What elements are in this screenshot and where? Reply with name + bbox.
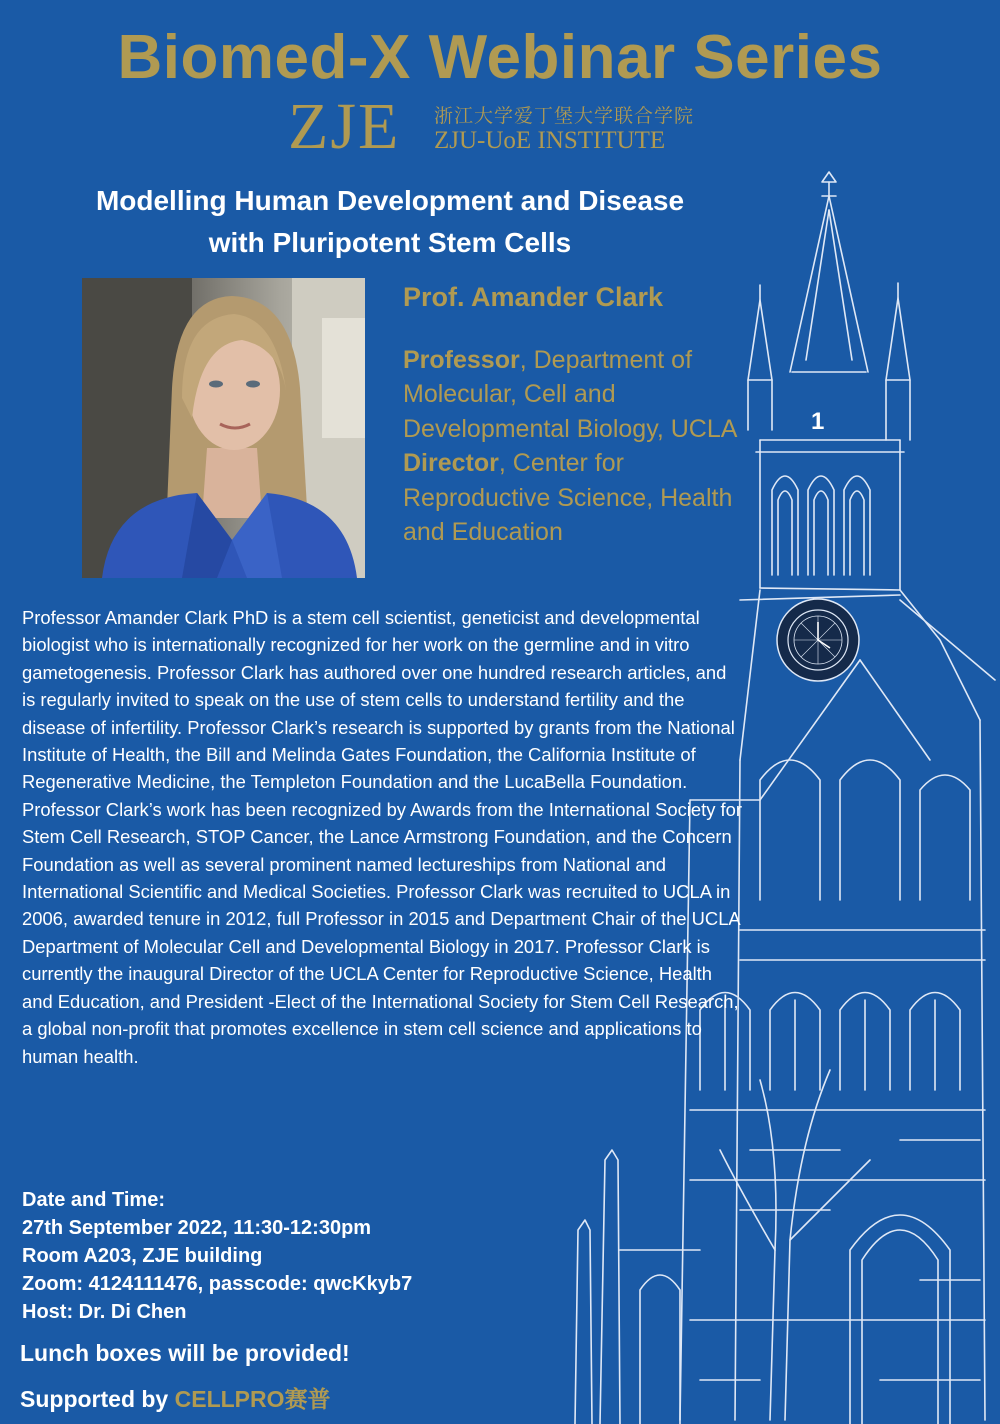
role1-title: Professor bbox=[403, 346, 520, 374]
series-title: Biomed-X Webinar Series bbox=[117, 23, 883, 92]
clock-icon bbox=[776, 598, 860, 682]
portrait-illustration bbox=[82, 278, 365, 578]
logo-mark: ZJE bbox=[288, 90, 401, 163]
role1-description: , Department of Molecular, Cell and Developmental Biology, UCLA bbox=[403, 346, 738, 443]
logo-english-name: ZJU-UoE INSTITUTE bbox=[434, 127, 666, 154]
event-details bbox=[22, 1186, 412, 1326]
talk-title bbox=[30, 180, 750, 264]
supported-by-label: Supported by bbox=[20, 1386, 175, 1412]
event-room: Room A203, ZJE building bbox=[22, 1245, 263, 1267]
event-datetime: 27th September 2022, 11:30-12:30pm bbox=[22, 1217, 372, 1239]
talk-title-line1: Modelling Human Development and Disease bbox=[95, 185, 685, 216]
logo-chinese-name: 浙江大学爱丁堡大学联合学院 bbox=[434, 105, 695, 127]
talk-title-line2: with Pluripotent Stem Cells bbox=[208, 227, 572, 258]
supported-by bbox=[20, 1381, 331, 1414]
role2-title: Director bbox=[403, 449, 499, 478]
tower-number: 1 bbox=[811, 408, 825, 435]
role2-description: , Center for Reproductive Science, Health and Education bbox=[403, 449, 733, 547]
sponsor-name: CELLPRO赛普 bbox=[174, 1386, 331, 1412]
speaker-photo bbox=[82, 278, 365, 578]
event-zoom: Zoom: 4124111476, passcode: qwcKkyb7 bbox=[22, 1273, 413, 1295]
details-heading: Date and Time: bbox=[22, 1189, 165, 1211]
speaker-name: Prof. Amander Clark bbox=[403, 282, 664, 312]
speaker-affiliation bbox=[403, 343, 743, 549]
zje-logo bbox=[288, 90, 728, 163]
lunch-note: Lunch boxes will be provided! bbox=[20, 1340, 350, 1366]
event-host: Host: Dr. Di Chen bbox=[22, 1301, 187, 1323]
speaker-bio: Professor Amander Clark PhD is a stem cell scientist, geneticist and developmental biologist who is internationally recognized for her work on the germline and in vitro gametogenesis. Professor Clark has authored over one hundred research articles, and is regularly invited to speak on the use of stem cells to understand fertility and the disease of infertility. Professor Clark’s research is supported by grants from the National Institute of Health, the Bill and Melinda Gates Foundation, the California Institute of Regenerative Medicine, the Templeton Foundation and the LucaBella Foundation. Professor Clark’s work has been recognized by Awards from the International Society for Stem Cell Research, STOP Cancer, the Lance Armstrong Foundation, and the Concern Foundation as well as several prominent named lectureships from National and International Scientific and Medical Societies. Professor Clark was recruited to UCLA in 2006, awarded tenure in 2012, full Professor in 2015 and Department Chair of the UCLA Department of Molecular Cell and Developmental Biology in 2017. Professor Clark is currently the inaugural Director of the UCLA Center for Reproductive Science, Health and Education, and President -Elect of the International Society for Stem Cell Research, a global non-profit that promotes excellence in stem cell science and applications to human health. bbox=[22, 607, 742, 1067]
